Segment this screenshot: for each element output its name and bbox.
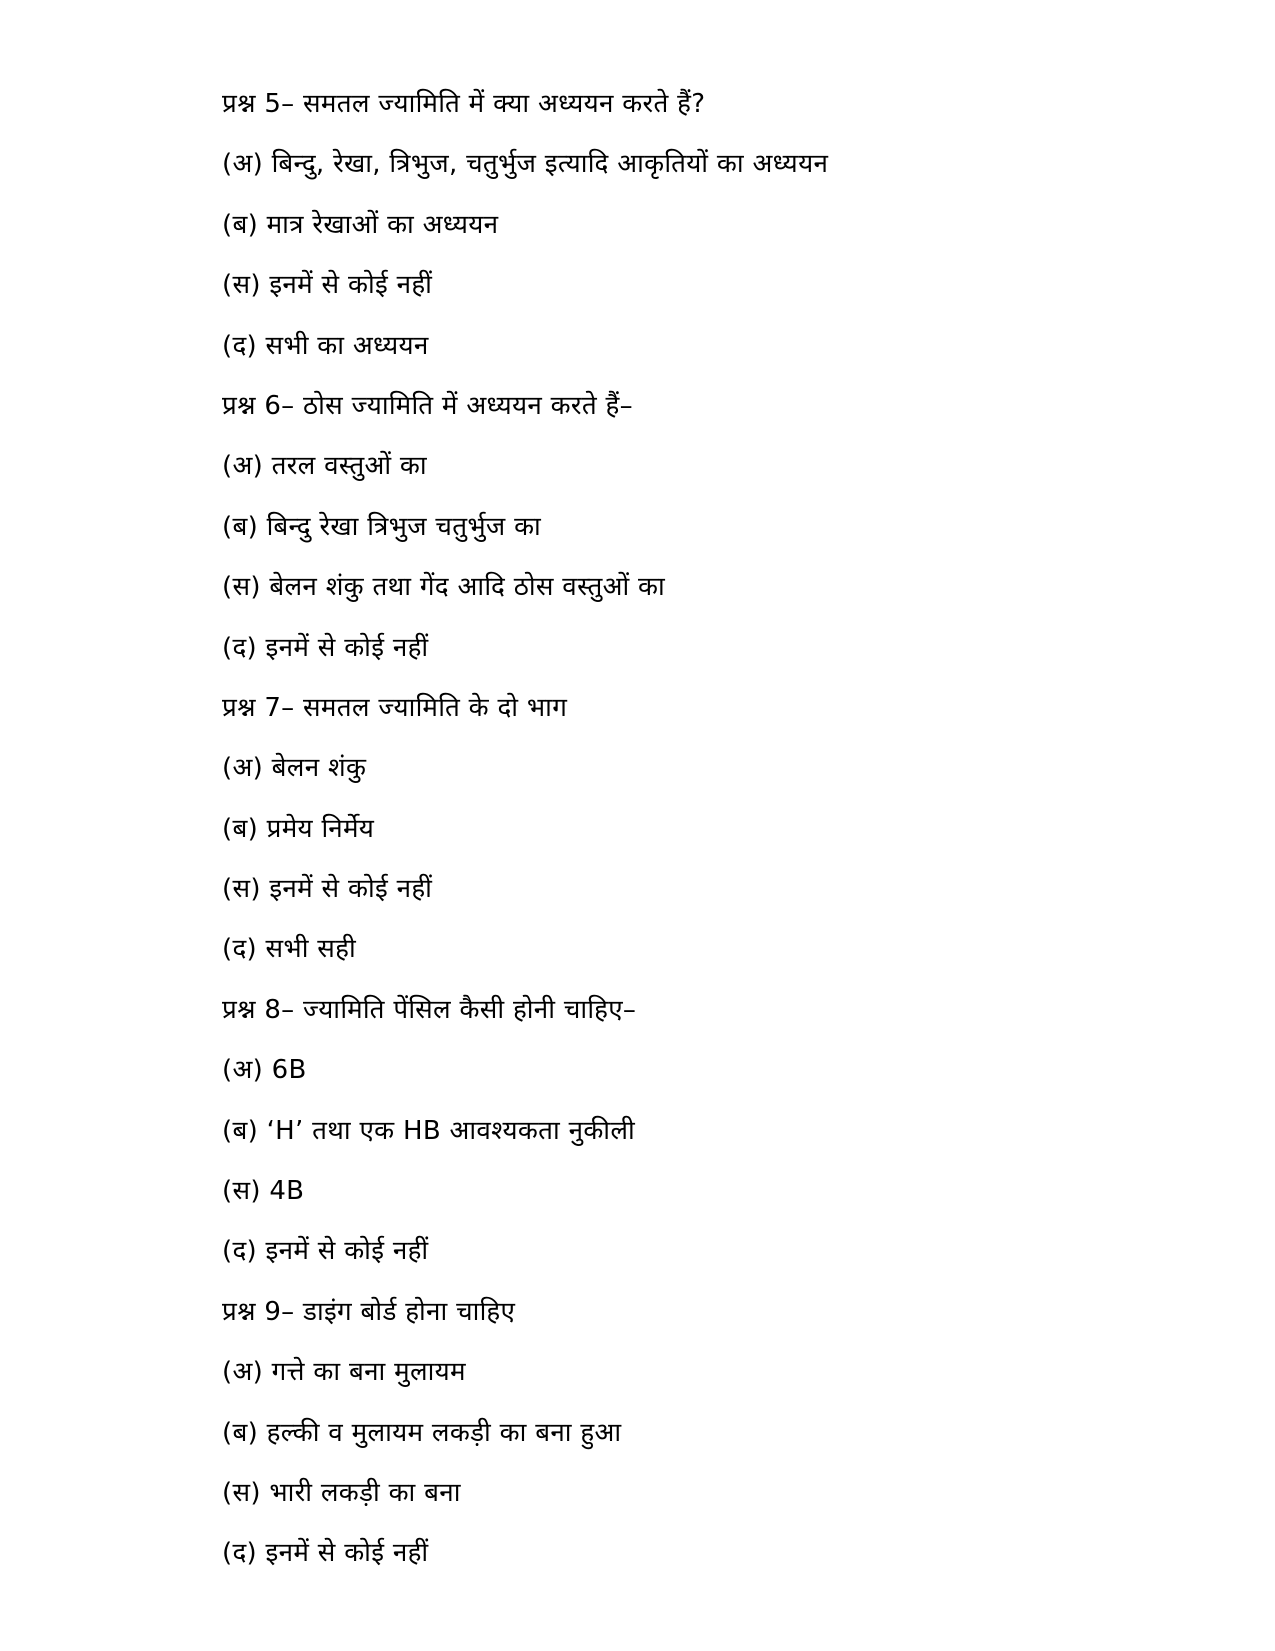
- question-8-option-c: (स) 4B: [222, 1176, 305, 1207]
- question-6-option-a: (अ) तरल वस्तुओं का: [222, 451, 427, 482]
- question-9-option-a: (अ) गत्ते का बना मुलायम: [222, 1357, 466, 1388]
- question-5-text: प्रश्न 5– समतल ज्यामिति में क्या अध्ययन करते हैं?: [222, 89, 706, 119]
- question-6-option-d: (द) इनमें से कोई नहीं: [222, 632, 429, 663]
- question-6-option-c: (स) बेलन शंकु तथा गेंद आदि ठोस वस्तुओं का: [222, 572, 666, 603]
- question-9-option-d: (द) इनमें से कोई नहीं: [222, 1538, 429, 1569]
- question-8-option-a: (अ) 6B: [222, 1055, 307, 1086]
- question-9-option-b: (ब) हल्की व मुलायम लकड़ी का बना हुआ: [222, 1417, 622, 1448]
- question-7-option-c: (स) इनमें से कोई नहीं: [222, 874, 433, 905]
- question-7-option-d: (द) सभी सही: [222, 934, 357, 965]
- question-7-option-b: (ब) प्रमेय निर्मेय: [222, 813, 375, 844]
- question-6-option-b: (ब) बिन्दु रेखा त्रिभुज चतुर्भुज का: [222, 511, 542, 542]
- question-5-option-a: (अ) बिन्दु, रेखा, त्रिभुज, चतुर्भुज इत्यादि आकृतियों का अध्ययन: [222, 149, 829, 180]
- question-8-option-d: (द) इनमें से कोई नहीं: [222, 1236, 429, 1267]
- question-8-text: प्रश्न 8– ज्यामिति पेंसिल कैसी होनी चाहिए–: [222, 994, 637, 1025]
- question-7-text: प्रश्न 7– समतल ज्यामिति के दो भाग: [222, 692, 568, 723]
- question-7-option-a: (अ) बेलन शंकु: [222, 753, 367, 784]
- question-list: [222, 82, 1182, 1592]
- question-9-text: प्रश्न 9– डाइंग बोर्ड होना चाहिए: [222, 1296, 516, 1327]
- question-9-option-c: (स) भारी लकड़ी का बना: [222, 1477, 461, 1508]
- question-5-option-c: (स) इनमें से कोई नहीं: [222, 270, 433, 301]
- question-8-option-b: (ब) ‘H’ तथा एक HB आवश्यकता नुकीली: [222, 1115, 635, 1146]
- question-5-option-b: (ब) मात्र रेखाओं का अध्ययन: [222, 209, 499, 240]
- question-6-text: प्रश्न 6– ठोस ज्यामिति में अध्ययन करते हैं–: [222, 390, 633, 421]
- question-5-option-d: (द) सभी का अध्ययन: [222, 330, 429, 361]
